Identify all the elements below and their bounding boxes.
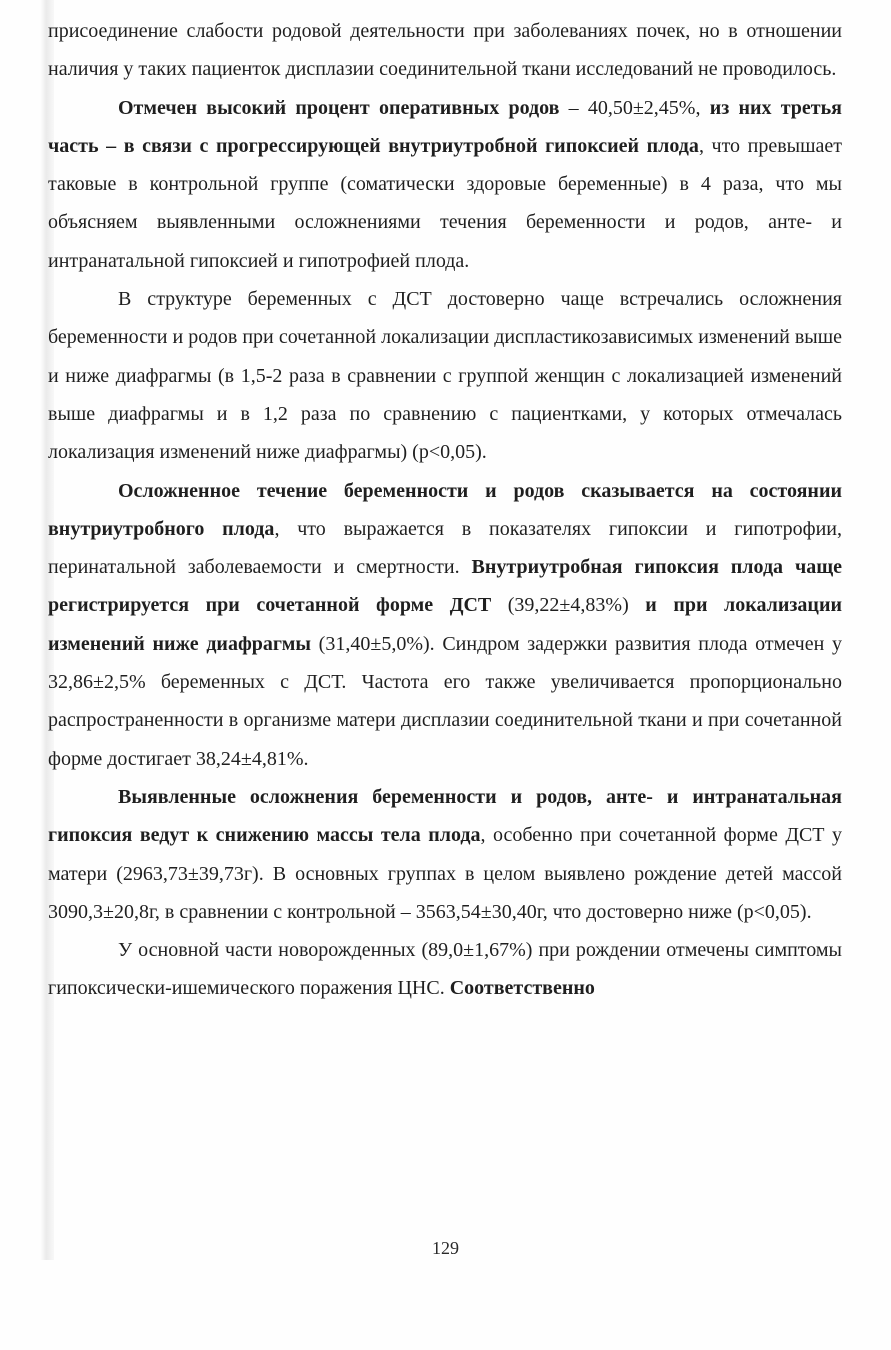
text-run: В структуре беременных с ДСТ достоверно чаще встречались осложнения беременности и родов при сочетанной локализации диспластикозависимых изменений выше и ниже диафрагмы (в 1,5-2 раза в сравнении с группой женщин с локализацией изменений выше диафрагмы и в 1,2 раза по сравнению с пациентками, у которых отмечалась локализация изменений ниже диафрагмы) (р<0,05).: [48, 288, 842, 464]
paragraph-3: [48, 280, 842, 471]
text-run: присоединение слабости родовой деятельности при заболеваниях почек, но в отношении наличия у таких пациенток дисплазии соединительной ткани исследований не проводилось.: [48, 20, 842, 81]
paragraph-1: [48, 12, 842, 89]
bold-run: Осложненное течение беременности и родов сказывается на состоянии внутриутробного плода: [48, 479, 842, 540]
paragraph-6: [48, 931, 842, 1008]
paragraph-5: [48, 778, 842, 931]
paragraph-4: [48, 472, 842, 778]
text-run: У основной части новорожденных (89,0±1,67%) при рождении отмечены симптомы гипоксически-ишемического поражения ЦНС.: [48, 939, 842, 1000]
text-run: , что выражается в показателях гипоксии и гипотрофии, перинатальной заболеваемости и смертности.: [48, 517, 842, 579]
text-run: , особенно при сочетанной форме ДСТ у матери (2963,73±39,73г). В основных группах в целом выявлено рождение детей массой 3090,3±20,8г, в сравнении с контрольной – 3563,54±30,40г, что достоверно ниже (р<0,05).: [48, 824, 842, 923]
page-number: 129: [432, 1238, 459, 1258]
text-run: , что превышает таковые в контрольной группе (соматически здоровые беременные) в 4 раза, что мы объясняем выявленными осложнениями течения беременности и родов, анте- и интранатальной гипоксией и гипотрофией плода.: [48, 134, 843, 272]
bold-run: Выявленные осложнения беременности и родов, анте- и интранатальная гипоксия ведут к снижению массы тела плода: [48, 785, 842, 847]
bold-run: из них третья часть – в связи с прогрессирующей внутриутробной гипоксией плода: [48, 96, 842, 157]
body-text: [48, 12, 842, 1008]
text-run: (31,40±5,0%). Синдром задержки развития плода отмечен у 32,86±2,5% беременных с ДСТ. Частота его также увеличивается пропорционально распространенности в организме матери дисплазии соединительной ткани и при сочетанной форме достигает 38,24±4,81%.: [48, 632, 842, 770]
bold-run: Внутриутробная гипоксия плода чаще регистрируется при сочетанной форме ДСТ: [48, 556, 842, 617]
text-run: (39,22±4,83%): [491, 594, 646, 617]
bold-run: Отмечен высокий процент оперативных родов: [118, 96, 560, 119]
bold-run: и при локализации изменений ниже диафрагмы: [48, 594, 842, 655]
text-run: – 40,50±2,45%,: [559, 96, 710, 119]
paragraph-2: [48, 89, 842, 280]
bold-run: Соответственно: [449, 977, 595, 1000]
